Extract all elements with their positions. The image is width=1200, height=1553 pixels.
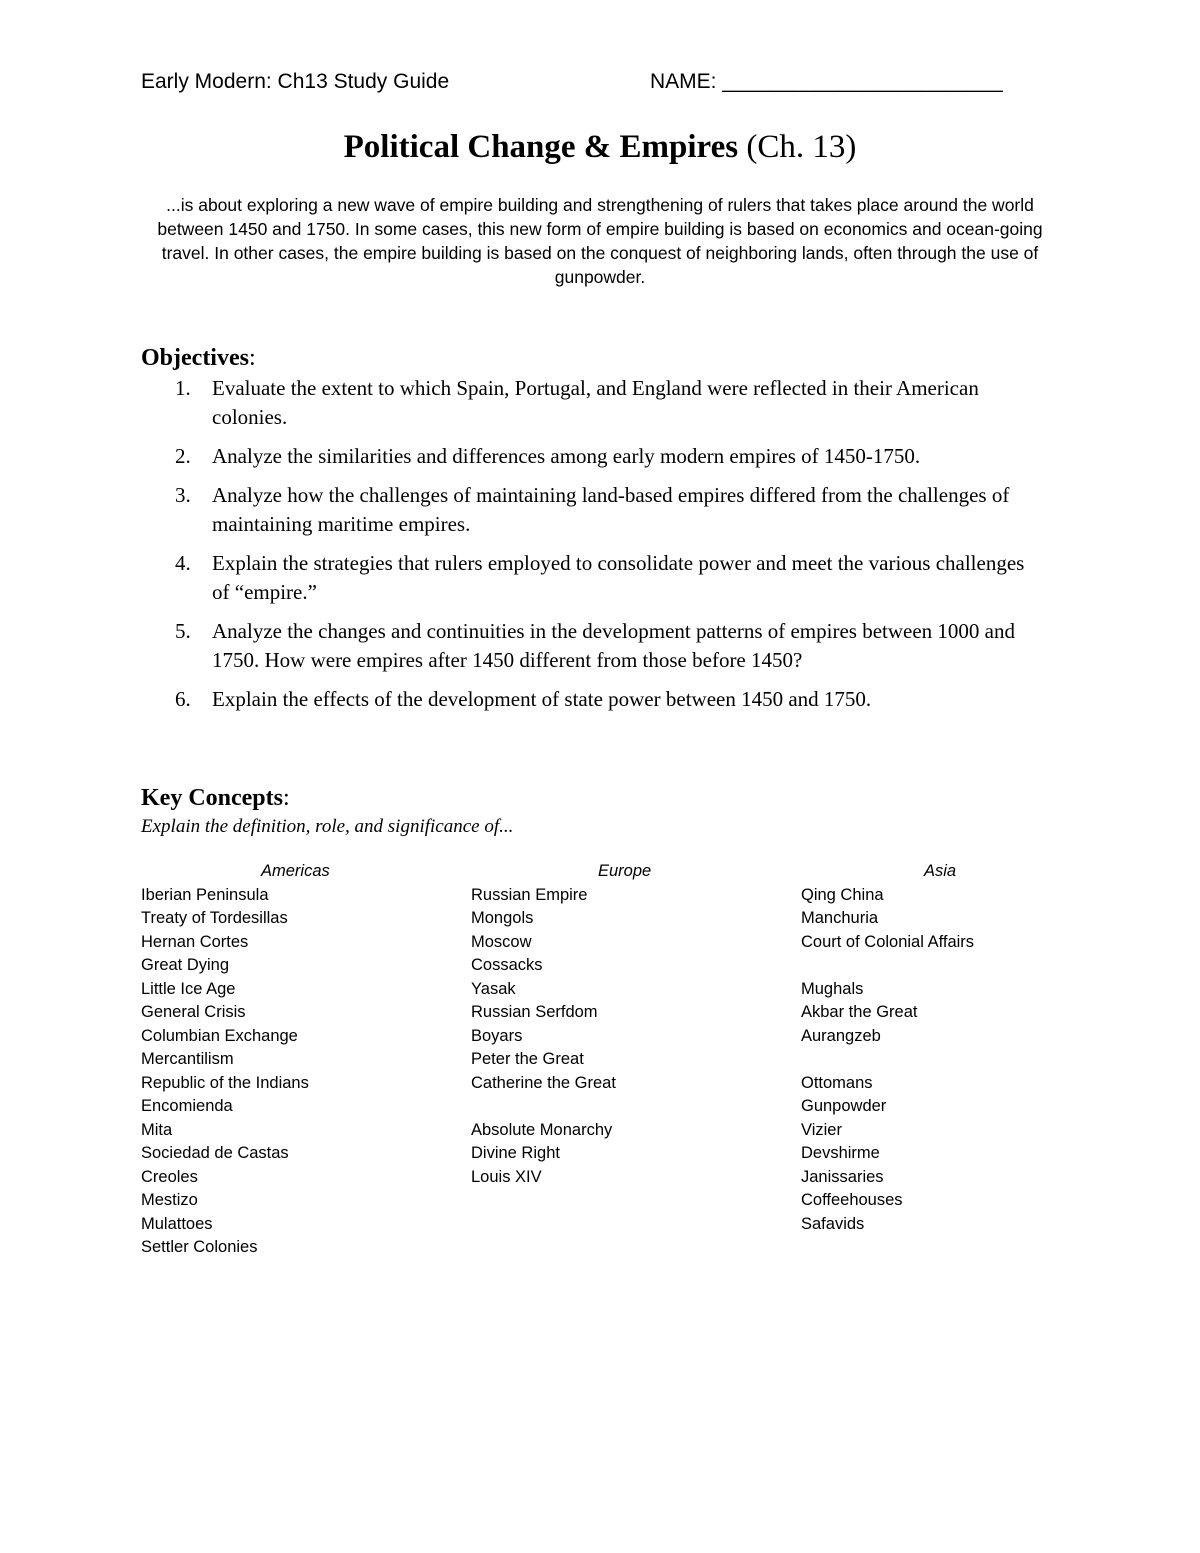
concept-item: Janissaries (801, 1167, 884, 1186)
intro-paragraph: ...is about exploring a new wave of empire building and strengthening of rulers that takes place around the world between 1450 and 1750. In some cases, this new form of empire building is based on economics and ocean-going travel. In other cases, the empire building is based on the conquest of neighboring lands, often through the use of gunpowder. (157, 195, 1043, 287)
key-concepts-table (141, 860, 1101, 1260)
concept-item: Russian Empire (471, 885, 588, 904)
concept-item: Cossacks (471, 956, 543, 974)
concept-item: Sociedad de Castas (141, 1144, 289, 1162)
page-header (141, 70, 1061, 104)
objective-item (141, 442, 1041, 471)
document-title (0, 129, 1200, 166)
concept-item: Columbian Exchange (141, 1026, 298, 1045)
concept-item: Mulattoes (141, 1214, 213, 1233)
asia-column-title: Asia (924, 862, 957, 880)
objective-item (141, 481, 1041, 539)
concept-item: Settler Colonies (141, 1238, 258, 1256)
concept-item: General Crisis (141, 1003, 246, 1021)
objective-text: Analyze the changes and continuities in the development patterns of empires between 1000 and 1750. How were empires after 1450 different from those before 1450? (212, 619, 1015, 672)
name-field: NAME: ________________________ (650, 70, 1003, 93)
concept-item: Gunpowder (801, 1097, 887, 1115)
objective-text: Evaluate the extent to which Spain, Portugal, and England were reflected in their American colonies. (212, 376, 979, 429)
concept-item: Ottomans (801, 1073, 873, 1092)
concept-item: Court of Colonial Affairs (801, 932, 975, 951)
objective-text: Analyze how the challenges of maintaining land-based empires differed from the challenges of maintaining maritime empires. (212, 483, 1010, 536)
concept-item: Iberian Peninsula (141, 885, 269, 904)
europe-items (471, 884, 771, 1190)
objective-item (141, 374, 1041, 432)
concept-item: Peter the Great (471, 1050, 584, 1068)
objective-number: 2. (175, 444, 191, 468)
concept-item: Hernan Cortes (141, 932, 249, 951)
asia-column (801, 860, 1101, 1236)
concept-item: Vizier (801, 1120, 842, 1139)
concept-item: Creoles (141, 1167, 198, 1186)
objective-text: Analyze the similarities and differences among early modern empires of 1450-1750. (212, 444, 921, 468)
objective-item (141, 549, 1041, 607)
europe-column (471, 860, 771, 1189)
objective-number: 4. (175, 551, 191, 575)
key-concepts-heading-text: Key Concepts (141, 785, 283, 811)
concept-item: Encomienda (141, 1097, 233, 1115)
concept-item: Manchuria (801, 909, 879, 927)
concept-item: Divine Right (471, 1144, 560, 1162)
concept-item: Mercantilism (141, 1050, 234, 1068)
concept-item: Russian Serfdom (471, 1003, 598, 1021)
concept-item: Mughals (801, 979, 864, 998)
americas-items (141, 884, 441, 1260)
objective-number: 3. (175, 483, 191, 507)
concept-item: Great Dying (141, 956, 230, 974)
concept-item: Coffeehouses (801, 1191, 903, 1209)
concept-item: Aurangzeb (801, 1026, 881, 1045)
concept-item: Boyars (471, 1026, 523, 1045)
concept-item: Qing China (801, 885, 884, 904)
concept-item: Louis XIV (471, 1167, 542, 1186)
concept-item: Treaty of Tordesillas (141, 909, 288, 927)
concept-item: Yasak (471, 979, 516, 998)
concept-item: Absolute Monarchy (471, 1120, 613, 1139)
key-concepts-heading-colon: : (282, 785, 290, 811)
objectives-heading-colon: : (248, 345, 256, 371)
concept-item (471, 1095, 771, 1119)
objective-item (141, 685, 1041, 714)
concept-item: Republic of the Indians (141, 1073, 309, 1092)
course-title: Early Modern: Ch13 Study Guide (141, 70, 450, 93)
objective-number: 5. (175, 619, 191, 643)
concept-item: Mongols (471, 909, 534, 927)
concept-item: Catherine the Great (471, 1073, 616, 1092)
concept-item: Safavids (801, 1214, 865, 1233)
concept-item: Devshirme (801, 1144, 880, 1162)
objective-item (141, 617, 1041, 675)
objectives-heading-text: Objectives (141, 345, 249, 371)
americas-column (141, 860, 441, 1260)
concept-item: Mita (141, 1120, 173, 1139)
key-concepts-instruction: Explain the definition, role, and significance of... (141, 816, 514, 837)
objective-text: Explain the effects of the development of state power between 1450 and 1750. (212, 687, 872, 711)
concept-item (801, 1048, 1101, 1072)
concept-item: Akbar the Great (801, 1003, 918, 1021)
objectives-heading (141, 345, 256, 372)
key-concepts-heading (141, 785, 290, 812)
objective-number: 6. (175, 687, 191, 711)
americas-column-title: Americas (261, 862, 330, 880)
title-main: Political Change & Empires (343, 129, 739, 165)
objectives-list (141, 374, 1041, 724)
concept-item: Little Ice Age (141, 979, 236, 998)
concept-item: Moscow (471, 932, 532, 951)
objective-text: Explain the strategies that rulers employed to consolidate power and meet the various challenges of “empire.” (212, 551, 1025, 604)
asia-items (801, 884, 1101, 1237)
objective-number: 1. (175, 376, 191, 400)
concept-item (801, 954, 1101, 978)
title-chapter: (Ch. 13) (746, 129, 857, 165)
concept-item: Mestizo (141, 1191, 198, 1209)
europe-column-title: Europe (598, 862, 652, 880)
